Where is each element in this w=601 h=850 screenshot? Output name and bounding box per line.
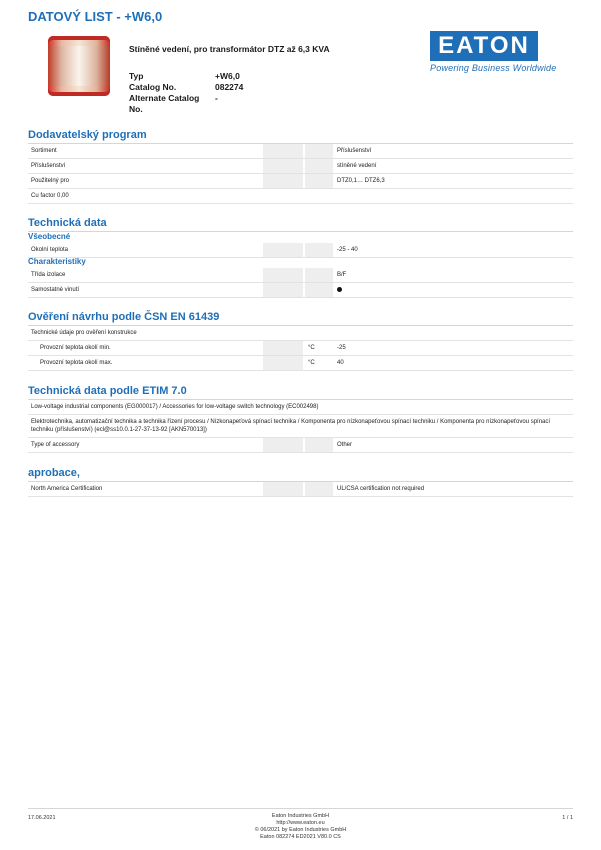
row-unit: °C (308, 345, 315, 351)
row-value: stíněné vedení (337, 163, 377, 169)
footer-code: Eaton 082274 ED2021 V80.0 CS (260, 834, 341, 840)
cell-shade (263, 356, 303, 370)
footer-date: 17.06.2021 (28, 815, 56, 821)
logo-wordmark: EATON (430, 31, 538, 61)
cell-shade (305, 243, 333, 257)
table-row (28, 415, 573, 438)
cell-shade (263, 268, 303, 282)
cell-shade (305, 159, 333, 173)
cell-shade (263, 159, 303, 173)
footer-divider (28, 808, 573, 809)
row-label: Příslušenství (31, 163, 66, 169)
info-row-alternate-cont (129, 104, 275, 115)
row-label: Samostatné vinutí (31, 287, 80, 293)
row-value: Příslušenství (337, 148, 372, 154)
footer-copyright: © 06/2021 by Eaton Industries GmbH (254, 827, 347, 833)
row-label: Provozní teplota okolí min. (40, 345, 111, 351)
table-row (28, 341, 573, 356)
info-key: No. (129, 104, 143, 114)
product-description: Stíněné vedení, pro transformátor DTZ až 6,3 KVA (129, 44, 330, 54)
row-value: DTZ0,1… DTZ6,3 (337, 178, 385, 184)
etim-description: Elektrotechnika, automatizační technika a technika řízení procesu / Nízkonapeťová spínací technika / Komponenta pro nízkonapeťovou spínací techniku / Komponenta pro nízkonapeťovou spínací techniku (příslušenství) (ecl@ss10.0.1-27-37-13-92 [AKN570013]) (31, 419, 551, 433)
row-label: Použitelný pro (31, 178, 70, 184)
cell-shade (305, 268, 333, 282)
cell-shade (305, 283, 333, 297)
section-title-verification: Ověření návrhu podle ČSN EN 61439 (28, 311, 220, 323)
section-title-approvals: aprobace, (28, 467, 80, 479)
table-row (28, 189, 573, 204)
product-image-band (48, 46, 110, 86)
cell-shade (263, 283, 303, 297)
footer-company: Eaton Industries GmbH (271, 813, 330, 819)
row-value: -25 (337, 345, 346, 351)
info-row-alternate (129, 93, 275, 104)
row-value: 40 (337, 360, 344, 366)
footer-url: http://www.eaton.eu (276, 820, 325, 826)
cell-shade (305, 482, 333, 496)
footer-page-number: 1 / 1 (562, 815, 573, 821)
cell-shade (263, 438, 303, 452)
table-row (28, 283, 573, 298)
cell-shade (263, 144, 303, 158)
cell-shade (263, 243, 303, 257)
row-label: Okolní teplota (31, 247, 69, 253)
table-row (28, 159, 573, 174)
cell-shade (305, 144, 333, 158)
info-value: - (215, 93, 218, 103)
section-title-supplier: Dodavatelský program (28, 129, 147, 141)
cell-shade (305, 174, 333, 188)
filled-bullet-icon (337, 287, 342, 292)
row-label: Provozní teplota okolí max. (40, 360, 113, 366)
info-value: +W6,0 (215, 71, 240, 81)
row-label: Type of accessory (31, 442, 80, 448)
row-value: B/F (337, 272, 347, 278)
logo-tagline: Powering Business Worldwide (430, 63, 557, 73)
page-title: DATOVÝ LIST - +W6,0 (28, 9, 163, 24)
table-row (28, 144, 573, 159)
info-value: 082274 (215, 82, 244, 92)
row-value: UL/CSA certification not required (337, 486, 425, 492)
table-row (28, 268, 573, 283)
info-key: Alternate Catalog (129, 93, 200, 103)
cell-shade (263, 341, 303, 355)
table-row (28, 326, 573, 341)
row-unit: °C (308, 360, 315, 366)
section-divider (28, 231, 573, 232)
info-row-catalog (129, 82, 275, 93)
table-row (28, 482, 573, 497)
product-image (48, 36, 110, 96)
cell-shade (305, 438, 333, 452)
row-label: North America Certification (31, 486, 103, 492)
table-row (28, 174, 573, 189)
row-value (337, 283, 342, 297)
table-row (28, 356, 573, 371)
table-row (28, 400, 573, 415)
eaton-logo (430, 31, 573, 79)
table-row (28, 243, 573, 258)
subsection-title-general: Všeobecné (28, 232, 71, 241)
info-key: Catalog No. (129, 82, 177, 92)
cell-shade (263, 174, 303, 188)
row-label: Cu factor 0,00 (31, 193, 69, 199)
row-label: Technické údaje pro ověření konstrukce (31, 330, 137, 336)
info-key: Typ (129, 71, 144, 81)
info-value (215, 104, 275, 115)
product-info (129, 71, 275, 115)
row-label: Třída izolace (31, 272, 66, 278)
section-title-technical: Technická data (28, 217, 107, 229)
etim-classification: Low-voltage industrial components (EG000017) / Accessories for low-voltage switch technology (EC002498) (31, 404, 319, 410)
info-row-type (129, 71, 275, 82)
cell-shade (263, 482, 303, 496)
footer-company-info (200, 813, 401, 841)
section-title-etim: Technická data podle ETIM 7.0 (28, 385, 187, 397)
row-value: Other (337, 442, 353, 448)
row-value: -25 - 40 (337, 247, 358, 253)
subsection-title-characteristics: Charakteristiky (28, 257, 86, 266)
row-label: Sortiment (31, 148, 57, 154)
table-row (28, 438, 573, 453)
